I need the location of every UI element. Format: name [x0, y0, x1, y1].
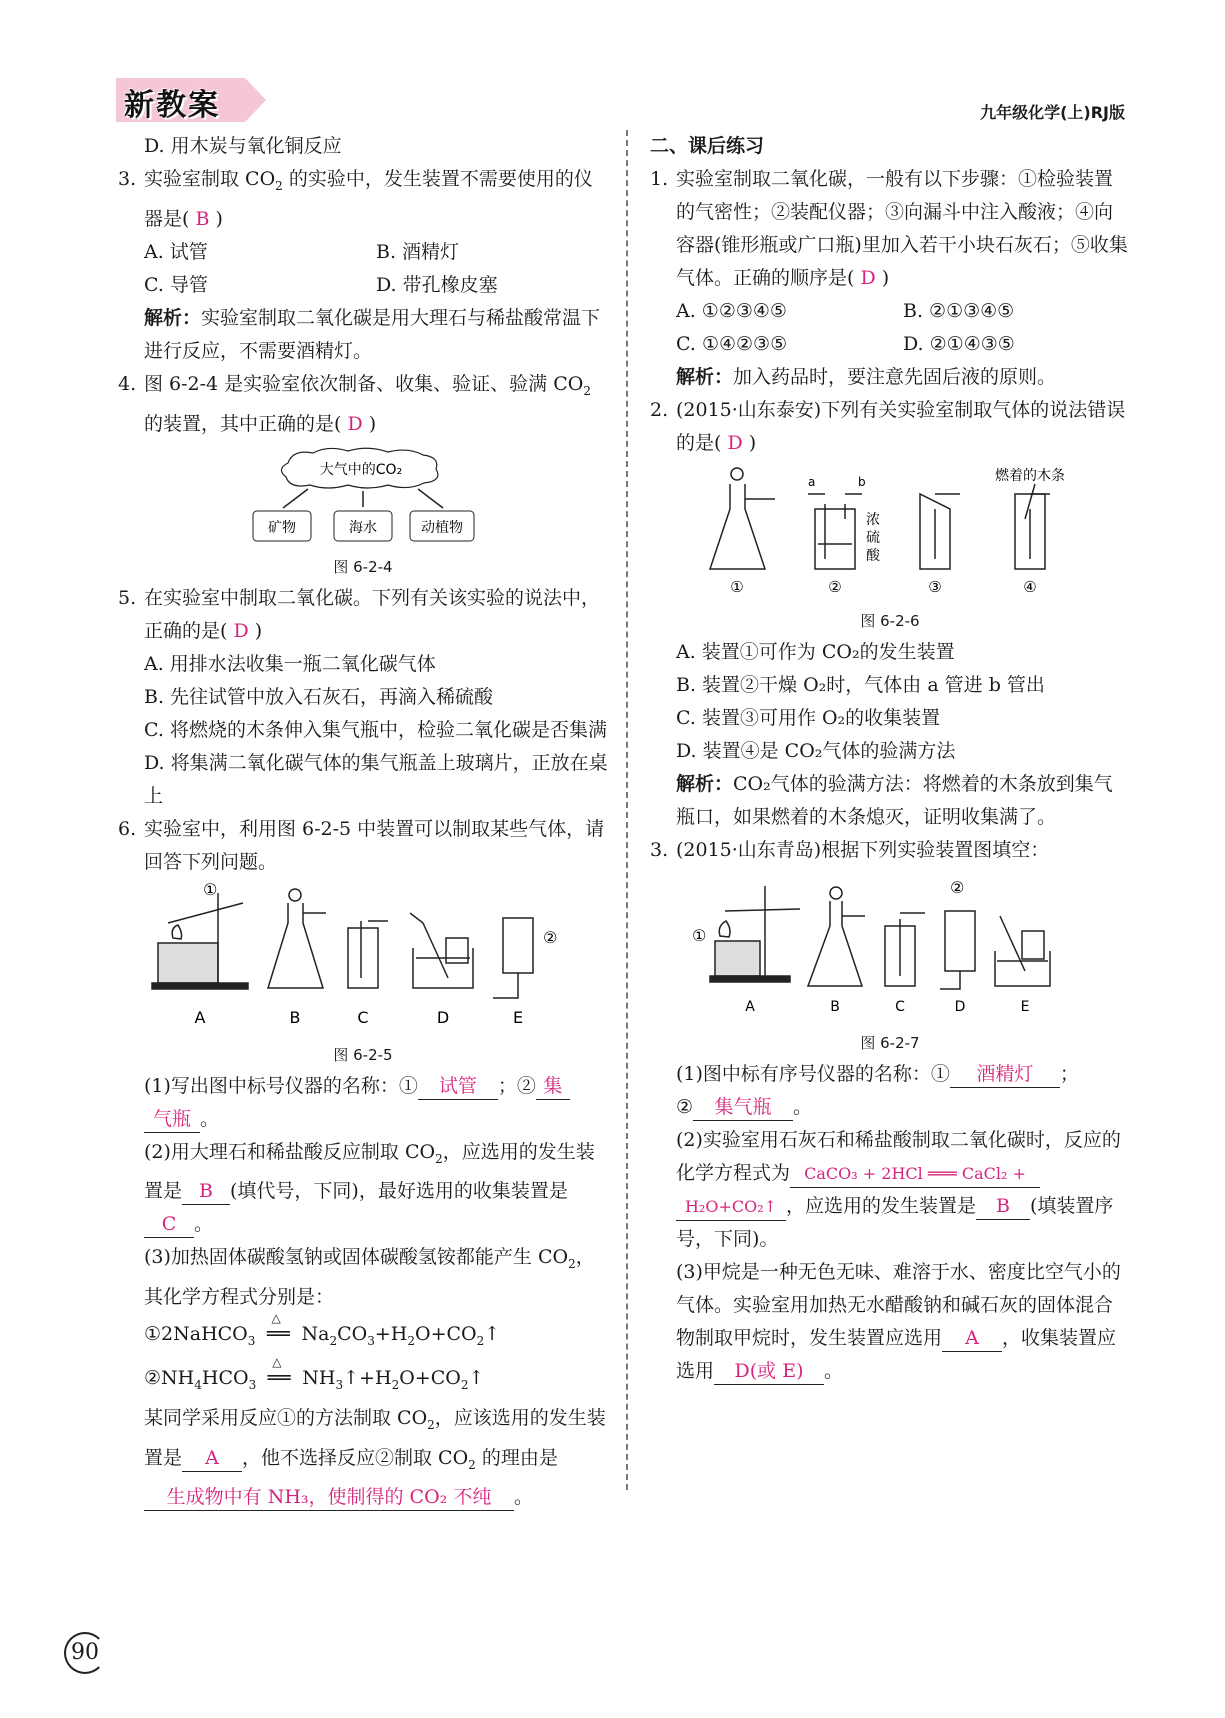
r1-stem: 实验室制取二氧化碳，一般有以下步骤：①检验装置的气密性；②装配仪器；③向漏斗中注入酸液；④向容器(锥形瓶或广口瓶)里加入若干小块石灰石；⑤收集气体。正确的顺序是(	[676, 168, 1128, 289]
r1-options-row1	[650, 295, 1130, 328]
eq-text: ②NH	[144, 1366, 195, 1389]
r1-option-b: B. ②①③④⑤	[903, 300, 1015, 322]
r3-p2-equation-2: H₂O+CO₂↑	[676, 1194, 786, 1221]
q6-part-4: 某同学采用反应①的方法制取 $CO_2$，应该选用的发生装置是 A ，他不选择反应②制取 $CO_2$ 的理由是生成物中有 NH₃，使制得的 CO₂ 不纯 。	[118, 1402, 608, 1515]
box-label: 海水	[349, 519, 377, 536]
q6-p2-text: 。	[194, 1213, 214, 1236]
q5-option-d: D. 将集满二氧化碳气体的集气瓶盖上玻璃片，正放在桌上	[144, 751, 608, 807]
explanation-label: 解析：	[144, 306, 202, 329]
question-number: 4.	[118, 372, 137, 395]
eq-text: HCO	[201, 1366, 249, 1389]
q5-stem: 在实验室中制取二氧化碳。下列有关该实验的说法中，正确的是(	[144, 586, 601, 642]
q3-stem-c: )	[215, 207, 223, 230]
r2-stem-c: )	[748, 432, 757, 454]
explanation-label: 解析：	[676, 366, 734, 388]
burning-stick-label: 燃着的木条	[995, 468, 1065, 484]
question-4: 4. 图 6-2-4 是实验室依次制备、收集、验证、验满 $CO_2$ 的装置，其中正确的是( D )	[118, 368, 608, 441]
brand-text: 新教案	[124, 88, 220, 123]
question-3: 3. 实验室制取 $CO_2$ 的实验中，发生装置不需要使用的仪器是( B )	[118, 163, 608, 236]
apparatus-label-d: D	[436, 1007, 450, 1027]
r2-stem: (2015·山东泰安)下列有关实验室制取气体的说法错误的是(	[676, 399, 1126, 454]
r1-option-a: A. ①②③④⑤	[676, 300, 787, 322]
apparatus-mark-3: ③	[928, 578, 942, 596]
apparatus-label-a: A	[745, 999, 755, 1015]
r3-p1-text: ②	[676, 1096, 694, 1118]
r3-part-2	[650, 1124, 1130, 1190]
q6-p4-text: 。	[514, 1486, 534, 1509]
figure-caption: 图 6-2-4	[333, 557, 393, 576]
eq-text: Na	[301, 1323, 330, 1346]
eq-text: NH	[302, 1366, 336, 1389]
explanation-label: 解析：	[676, 773, 734, 795]
marker-1: ①	[692, 926, 707, 945]
q5-answer: D	[233, 619, 249, 642]
q6-p4-text: ，应该选用的发生装置是	[144, 1406, 606, 1469]
q6-p4-text: ，他不选择反应②制取 CO	[242, 1446, 469, 1469]
r3-p3-text: ，收集装置应选用	[676, 1327, 1117, 1382]
q6-p2-answer-1: B	[182, 1178, 230, 1205]
figure-6-2-7	[650, 871, 1130, 1054]
question-r2	[650, 394, 1130, 460]
figure-6-2-4	[118, 445, 608, 578]
equation-1: ①2NaHCO$_3$ △ ══ $Na_2CO_3+H_2O+CO_2↑$	[118, 1318, 608, 1358]
figure-caption: 图 6-2-5	[333, 1045, 393, 1064]
q4-stem-a: 图 6-2-4 是实验室依次制备、收集、验证、验满 CO	[144, 372, 584, 395]
q6-part-3: (3)加热固体碳酸氢钠或固体碳酸氢铵都能产生 $CO_2$，其化学方程式分别是：	[144, 1246, 595, 1309]
r3-p3-text: 。	[824, 1360, 844, 1382]
apparatus-label-e: E	[512, 1007, 524, 1027]
apparatus-mark-1: ①	[730, 578, 744, 596]
r1-answer: D	[860, 267, 876, 289]
figure-6-2-6	[650, 464, 1130, 632]
q6-p1-answer-1: 试管	[418, 1073, 498, 1100]
eq-text: ①2NaHCO	[144, 1323, 248, 1346]
q6-part-1	[118, 1070, 608, 1103]
r3-p1-text: (1)图中标有序号仪器的名称：①	[676, 1063, 950, 1085]
apparatus-label-c: C	[357, 1007, 369, 1027]
q4-answer: D	[347, 412, 363, 435]
r3-part-1-cont	[650, 1091, 1130, 1124]
apparatus-mark-2: ②	[828, 578, 842, 596]
question-number: 5.	[118, 586, 137, 609]
r3-p3-answer-1: A	[942, 1325, 1002, 1352]
delta-symbol: △	[272, 1354, 282, 1369]
r3-part-2-cont	[650, 1190, 1130, 1256]
r3-p3-answer-2: D(或 E)	[714, 1358, 824, 1385]
question-6	[118, 813, 608, 879]
r3-p1-text: ；	[1059, 1063, 1079, 1085]
q6-p2-text: (2)用大理石和稀盐酸反应制取 CO	[144, 1140, 436, 1163]
question-number: 1.	[650, 168, 669, 190]
q6-p2-answer-2: C	[144, 1211, 194, 1238]
r1-explanation	[650, 361, 1130, 394]
figure-6-2-5	[118, 883, 608, 1066]
q5-option-b: B. 先往试管中放入石灰石，再滴入稀硫酸	[144, 685, 494, 708]
heat-sign: △ ══	[262, 1362, 296, 1395]
q6-p1-answer-2b: 气瓶	[144, 1106, 200, 1133]
q6-p4-text: 的理由是	[475, 1446, 558, 1469]
apparatus-label-b: B	[830, 999, 840, 1015]
r3-p2-equation-1: CaCO₃ + 2HCl ═══ CaCl₂ +	[790, 1161, 1040, 1188]
q6-p1-text: (1)写出图中标号仪器的名称：①	[144, 1074, 418, 1097]
r3-p2-text: (2)实验室用石灰石和稀盐酸制取二氧化碳时，反应的化学方程式为	[676, 1129, 1121, 1184]
marker-1: ①	[203, 882, 218, 899]
r2-explanation	[650, 768, 1130, 834]
r3-p1-text: 。	[793, 1096, 813, 1118]
q3-option-c: C. 导管	[144, 273, 208, 296]
r2-option-a: A. 装置①可作为 CO₂的发生装置	[676, 641, 955, 663]
eq-text: O+CO	[415, 1323, 477, 1346]
q3-option-d: D. 带孔橡皮塞	[376, 273, 498, 296]
q3-options-row2	[118, 269, 608, 302]
brand-logo	[116, 78, 284, 122]
arrow-right	[418, 489, 443, 508]
r1-options-row2	[650, 328, 1130, 361]
marker-2: ②	[543, 927, 558, 947]
apparatus-label-a: A	[194, 1007, 206, 1027]
heat-sign: △ ══	[261, 1318, 295, 1351]
apparatus-diagram	[690, 871, 1090, 1021]
figure-caption: 图 6-2-6	[860, 612, 920, 630]
q6-p4-answer-1: A	[182, 1445, 242, 1472]
tube-label-a: a	[808, 475, 816, 489]
q3-explanation	[118, 302, 608, 368]
marker-2: ②	[950, 878, 965, 897]
box-label: 矿物	[268, 519, 296, 536]
apparatus-label-b: B	[289, 1007, 301, 1027]
q5-option-c: C. 将燃烧的木条伸入集气瓶中，检验二氧化碳是否集满	[144, 718, 607, 741]
q6-p4-answer-2: 生成物中有 NH₃，使制得的 CO₂ 不纯	[144, 1484, 514, 1511]
q6-p2-text: ，应选用的发生装置是	[144, 1140, 595, 1203]
arrow-left	[283, 489, 308, 508]
explanation-text: 实验室制取二氧化碳是用大理石与稀盐酸常温下进行反应，不需要酒精灯。	[144, 306, 601, 362]
q5-stem-c: )	[254, 619, 263, 642]
q3-options-row1	[118, 236, 608, 269]
question-number: 2.	[650, 399, 669, 421]
r2-option-d: D. 装置④是 CO₂气体的验满方法	[676, 740, 956, 762]
q2-option-d: D. 用木炭与氧化铜反应	[144, 135, 342, 157]
r3-p2-text: ，应选用的发生装置是	[786, 1195, 977, 1217]
q6-p2-text: (填代号，下同)，最好选用的收集装置是	[230, 1180, 568, 1203]
q6-p3-text: (3)加热固体碳酸氢钠或固体碳酸氢铵都能产生 CO	[144, 1246, 569, 1269]
q4-stem-b: 的装置，其中正确的是(	[144, 412, 342, 435]
delta-symbol: △	[271, 1311, 281, 1326]
explanation-text: 加入药品时，要注意先固后液的原则。	[733, 366, 1057, 388]
r1-option-d: D. ②①④③⑤	[903, 333, 1015, 355]
r3-part-3	[650, 1256, 1130, 1388]
apparatus-label-d: D	[954, 999, 966, 1015]
question-5	[118, 582, 608, 648]
apparatus-diagram	[148, 883, 578, 1033]
column-divider	[626, 130, 628, 1490]
eq-text: ↑	[468, 1366, 485, 1389]
cloud-label: 大气中的CO₂	[319, 461, 403, 478]
r3-p3-text: (3)甲烷是一种无色无味、难溶于水、密度比空气小的气体。实验室用加热无水醋酸钠和碱石灰的固体混合物制取甲烷时，发生装置应选用	[676, 1261, 1121, 1349]
q6-p1-text: ；②	[497, 1074, 536, 1097]
apparatus-label-e: E	[1020, 999, 1030, 1015]
q6-stem: 实验室中，利用图 6-2-5 中装置可以制取某些气体，请回答下列问题。	[144, 817, 605, 873]
box-label: 动植物	[421, 519, 463, 536]
q6-p1-text: 。	[200, 1107, 220, 1130]
question-number: 6.	[118, 817, 137, 840]
carbon-cycle-diagram	[248, 445, 478, 545]
question-r3	[650, 834, 1130, 867]
equation-2: $②NH_4HCO_3$ △ ══ $NH_3↑+H_2O+CO_2↑$	[118, 1362, 608, 1402]
r3-stem: (2015·山东青岛)根据下列实验装置图填空：	[676, 839, 1050, 861]
q3-stem-a: 实验室制取 CO	[144, 168, 276, 190]
r3-p1-answer-1: 酒精灯	[950, 1061, 1060, 1088]
q3-stem-b: 的实验中，发生装置不需要使用的仪器是(	[144, 168, 593, 230]
left-column	[118, 130, 608, 1514]
apparatus-mark-4: ④	[1023, 578, 1037, 596]
q6-p3-text: ，其化学方程式分别是：	[144, 1246, 595, 1309]
q3-answer: B	[195, 207, 210, 230]
q6-part-2: (2)用大理石和稀盐酸反应制取 $CO_2$，应选用的发生装置是 B (填代号，下同)，最好选用的收集装置是C 。	[118, 1136, 608, 1242]
q4-stem-c: )	[368, 412, 377, 435]
q3-option-a: A. 试管	[144, 240, 208, 263]
q6-p4-text: 某同学采用反应①的方法制取 CO	[144, 1406, 428, 1429]
q6-p1-answer-2a: 集	[536, 1073, 570, 1100]
q6-part-1-cont	[118, 1103, 608, 1136]
tube-label-b: b	[858, 475, 866, 489]
apparatus-label-c: C	[895, 999, 905, 1015]
question-number: 3.	[118, 168, 137, 190]
apparatus-diagram	[690, 464, 1090, 599]
section-title: 二、课后练习	[650, 135, 765, 157]
eq-text: O+CO	[399, 1366, 461, 1389]
acid-label: 浓	[866, 512, 880, 528]
eq-text: CO	[337, 1323, 368, 1346]
q5-option-a: A. 用排水法收集一瓶二氧化碳气体	[144, 652, 436, 675]
question-r1	[650, 163, 1130, 295]
acid-label: 硫	[866, 530, 880, 546]
r3-p2-answer: B	[976, 1193, 1030, 1220]
edition-label: 九年级化学(上)RJ版	[980, 103, 1125, 122]
r2-answer: D	[727, 432, 743, 454]
eq-text: ↑+H	[343, 1366, 392, 1389]
explanation-text: CO₂气体的验满方法：将燃着的木条放到集气瓶口，如果燃着的木条熄灭，证明收集满了。	[676, 773, 1113, 828]
r3-p1-answer-2: 集气瓶	[693, 1094, 793, 1121]
r3-part-1	[650, 1058, 1130, 1091]
right-column	[650, 130, 1130, 1388]
r1-option-c: C. ①④②③⑤	[676, 333, 788, 355]
r2-option-b: B. 装置②干燥 O₂时，气体由 a 管进 b 管出	[676, 674, 1045, 696]
r2-option-c: C. 装置③可用作 O₂的收集装置	[676, 707, 941, 729]
r3-p2-text: (填装置序号，下同)。	[676, 1195, 1114, 1250]
question-number: 3.	[650, 839, 669, 861]
r1-stem-c: )	[881, 267, 890, 289]
acid-label: 酸	[866, 548, 880, 564]
eq-text: ↑	[484, 1323, 501, 1346]
q3-option-b: B. 酒精灯	[376, 240, 460, 263]
page-number: 90	[64, 1632, 106, 1674]
figure-caption: 图 6-2-7	[860, 1034, 920, 1052]
eq-text: +H	[374, 1323, 408, 1346]
